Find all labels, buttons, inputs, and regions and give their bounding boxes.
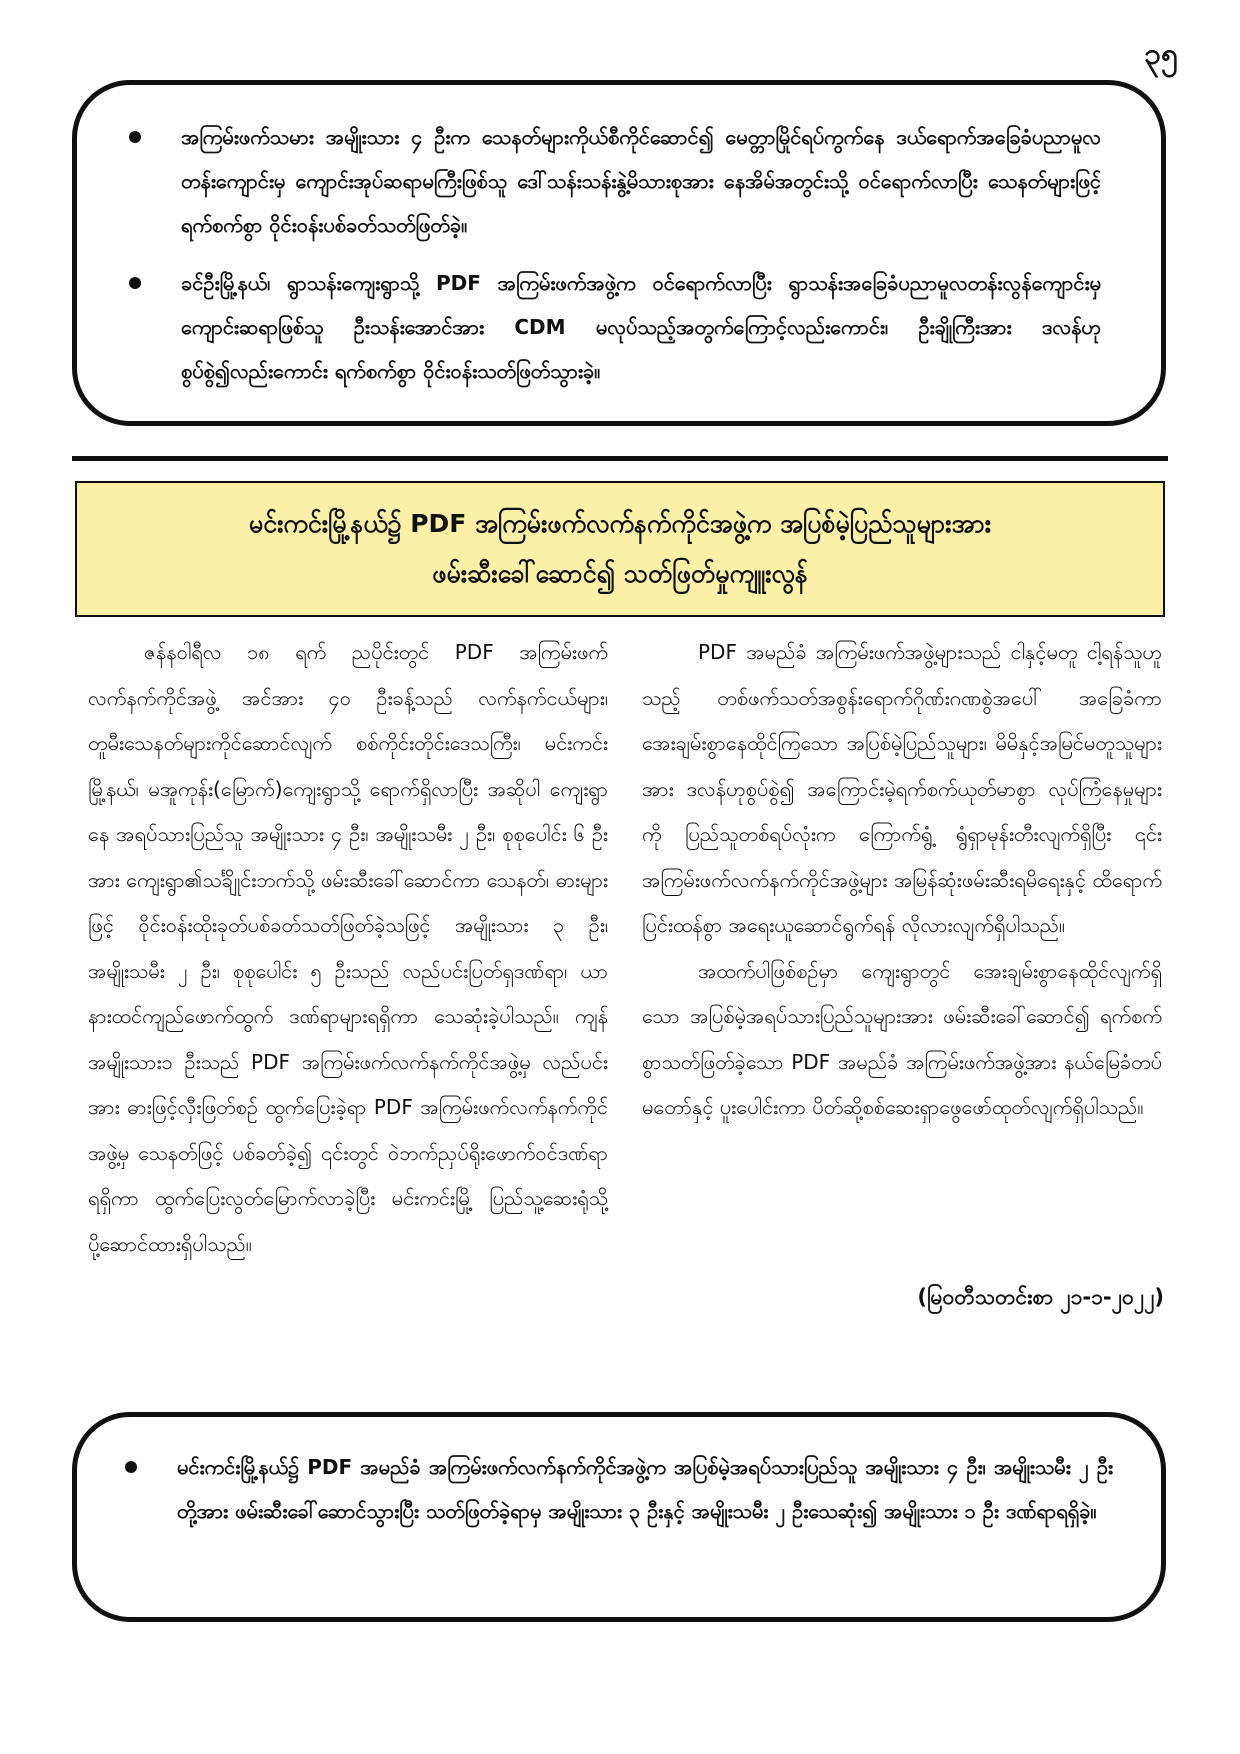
article-column-left — [88, 630, 608, 1267]
page-number: ၃၅ — [1144, 37, 1178, 72]
summary-bullet-list — [125, 1445, 1113, 1533]
bullet-text: မင်းကင်းမြို့နယ်၌ PDF အမည်ခံ အကြမ်းဖက်လက်နက်ကိုင်အဖွဲ့က အပြစ်မဲ့အရပ်သားပြည်သူ အမျိုးသား ၄ ဦး၊ အမျိုးသမီး ၂ ဦးတို့အား ဖမ်းဆီးခေါ်ဆောင်သွားပြီး သတ်ဖြတ်ခဲ့ရာမှ အမျိုးသား ၃ ဦးနှင့် အမျိုးသမီး ၂ ဦးသေဆုံး၍ အမျိုးသား ၁ ဦး ဒဏ်ရာရရှိခဲ့။ — [177, 1455, 1113, 1523]
summary-box-top — [72, 80, 1166, 426]
headline-line-1: မင်းကင်းမြို့နယ်၌ PDF အကြမ်းဖက်လက်နက်ကိုင်အဖွဲ့က အပြစ်မဲ့ပြည်သူများအား — [248, 509, 992, 538]
bullet-item — [129, 261, 1101, 393]
section-divider — [72, 456, 1168, 461]
article-column-right — [642, 630, 1162, 1131]
bullet-dot-icon — [129, 131, 141, 143]
summary-box-bottom — [72, 1412, 1166, 1622]
bullet-item — [125, 1445, 1113, 1533]
bullet-dot-icon — [125, 1461, 137, 1473]
article-headline — [75, 481, 1165, 617]
bullet-text: ခင်ဦးမြို့နယ်၊ ရွာသန်းကျေးရွာသို့ PDF အကြမ်းဖက်အဖွဲ့က ဝင်ရောက်လာပြီး ရွာသန်းအခြေခံပညာမူလတန်းလွန်ကျောင်းမှ ကျောင်းဆရာဖြစ်သူ ဦးသန်းအောင်အား CDM မလုပ်သည့်အတွက်ကြောင့်လည်းကောင်း၊ ဦးချိုကြီးအား ဒလန်ဟုစွပ်စွဲ၍လည်းကောင်း ရက်စက်စွာ ဝိုင်းဝန်းသတ်ဖြတ်သွားခဲ့။ — [181, 271, 1101, 383]
article-paragraph: ဇန်နဝါရီလ ၁၈ ရက် ညပိုင်းတွင် PDF အကြမ်းဖက်လက်နက်ကိုင်အဖွဲ့ အင်အား ၄၀ ဦးခန့်သည် လက်နက်ငယ်များ၊ တူမီးသေနတ်များကိုင်ဆောင်လျက် စစ်ကိုင်းတိုင်းဒေသကြီး၊ မင်းကင်းမြို့နယ်၊ မအူကုန်း(မြောက်)ကျေးရွာသို့ ရောက်ရှိလာပြီး အဆိုပါ ကျေးရွာနေ အရပ်သားပြည်သူ အမျိုးသား ၄ ဦး၊ အမျိုးသမီး ၂ ဦး၊ စုစုပေါင်း ၆ ဦးအား ကျေးရွာ၏သင်္ချိုင်းဘက်သို့ ဖမ်းဆီးခေါ်ဆောင်ကာ သေနတ်၊ ဓားများဖြင့် ဝိုင်းဝန်းထိုးခုတ်ပစ်ခတ်သတ်ဖြတ်ခဲ့သဖြင့် အမျိုးသား ၃ ဦး၊ အမျိုးသမီး ၂ ဦး၊ စုစုပေါင်း ၅ ဦးသည် လည်ပင်းပြတ်ရှဒဏ်ရာ၊ ယာနားထင်ကျည်ဖောက်ထွက် ဒဏ်ရာများရရှိကာ သေဆုံးခဲ့ပါသည်။ ကျန်အမျိုးသား၁ ဦးသည် PDF အကြမ်းဖက်လက်နက်ကိုင်အဖွဲ့မှ လည်ပင်းအား ဓားဖြင့်လှီးဖြတ်စဉ် ထွက်ပြေးခဲ့ရာ PDF အကြမ်းဖက်လက်နက်ကိုင်အဖွဲ့မှ သေနတ်ဖြင့် ပစ်ခတ်ခဲ့၍ ၎င်းတွင် ဝဲဘက်ညှပ်ရိုးဖောက်ဝင်ဒဏ်ရာရရှိကာ ထွက်ပြေးလွတ်မြောက်လာခဲ့ပြီး မင်းကင်းမြို့ ပြည်သူ့ဆေးရုံသို့ ပို့ဆောင်ထားရှိပါသည်။ — [88, 640, 608, 1256]
article-paragraph: PDF အမည်ခံ အကြမ်းဖက်အဖွဲ့များသည် ငါနှင့်မတူ ငါ့ရန်သူဟူသည့် တစ်ဖက်သတ်အစွန်းရောက်ဂိုဏ်းဂဏစွဲအပေါ် အခြေခံကာ အေးချမ်းစွာနေထိုင်ကြသော အပြစ်မဲ့ပြည်သူများ၊ မိမိနှင့်အမြင်မတူသူများအား ဒလန်ဟုစွပ်စွဲ၍ အကြောင်းမဲ့ရက်စက်ယုတ်မာစွာ လုပ်ကြံနေမှုများကို ပြည်သူတစ်ရပ်လုံးက ကြောက်ရွံ့ ရွံရှာမုန်းတီးလျက်ရှိပြီး ၎င်းအကြမ်းဖက်လက်နက်ကိုင်အဖွဲ့များ အမြန်ဆုံးဖမ်းဆီးရမိရေးနှင့် ထိရောက်ပြင်းထန်စွာ အရေးယူဆောင်ရွက်ရန် လိုလားလျက်ရှိပါသည်။ — [642, 640, 1162, 937]
bullet-item — [129, 115, 1101, 247]
article-paragraph: အထက်ပါဖြစ်စဉ်မှာ ကျေးရွာတွင် အေးချမ်းစွာနေထိုင်လျက်ရှိသော အပြစ်မဲ့အရပ်သားပြည်သူများအား ဖမ်းဆီးခေါ်ဆောင်၍ ရက်စက်စွာသတ်ဖြတ်ခဲ့သော PDF အမည်ခံ အကြမ်းဖက်အဖွဲ့အား နယ်မြေခံတပ်မတော်နှင့် ပူးပေါင်းကာ ပိတ်ဆို့စစ်ဆေးရှာဖွေဖော်ထုတ်လျက်ရှိပါသည်။ — [642, 958, 1162, 1119]
bullet-text: အကြမ်းဖက်သမား အမျိုးသား ၄ ဦးက သေနတ်များကိုယ်စီကိုင်ဆောင်၍ မေတ္တာမြိုင်ရပ်ကွက်နေ ဒယ်ရောက်အခြေခံပညာမူလတန်းကျောင်းမှ ကျောင်းအုပ်ဆရာမကြီးဖြစ်သူ ဒေါ်သန်းသန်းနွဲ့မိသားစုအား နေအိမ်အတွင်းသို့ ဝင်ရောက်လာပြီး သေနတ်များဖြင့် ရက်စက်စွာ ဝိုင်းဝန်းပစ်ခတ်သတ်ဖြတ်ခဲ့။ — [181, 125, 1101, 237]
summary-bullet-list — [129, 115, 1101, 393]
bullet-dot-icon — [129, 277, 141, 289]
article-source: (မြဝတီသတင်းစာ ၂၁-၁-၂၀၂၂) — [917, 1285, 1164, 1309]
headline-line-2: ဖမ်းဆီးခေါ်ဆောင်၍ သတ်ဖြတ်မှုကျူးလွန် — [432, 559, 808, 588]
